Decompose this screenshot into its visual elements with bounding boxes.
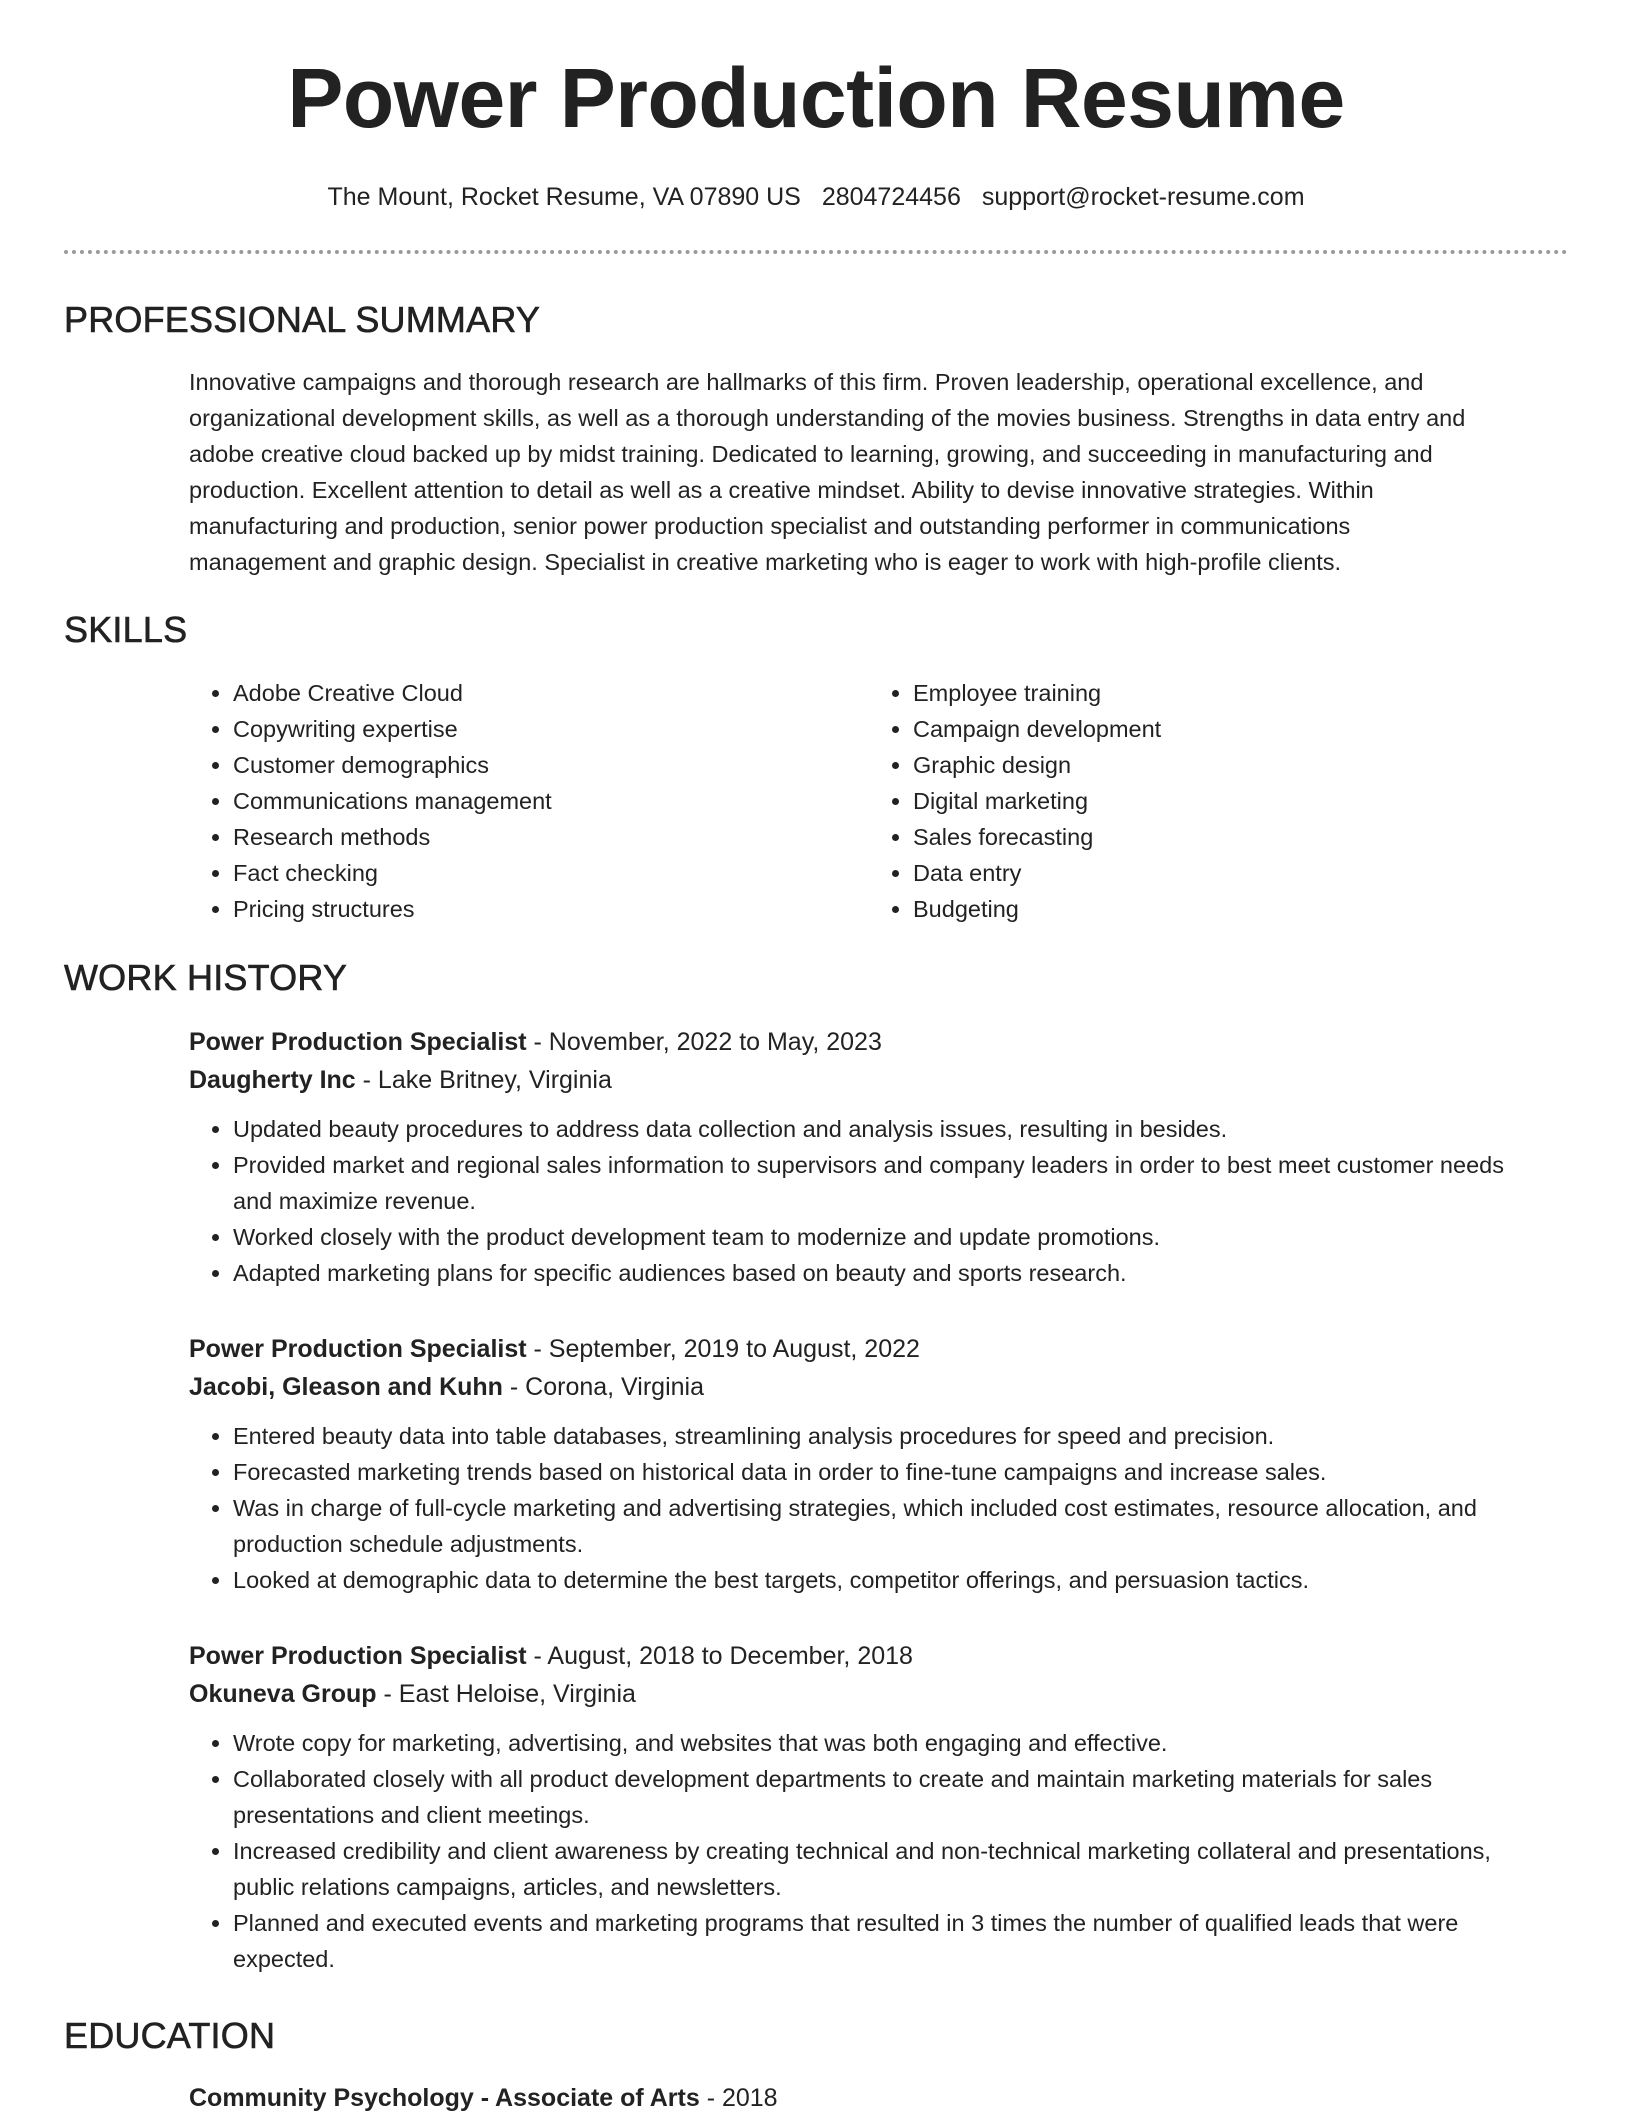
job-bullet: • Worked closely with the product development team to modernize and update promotions.	[233, 1219, 1549, 1255]
education-line	[189, 2079, 1549, 2117]
skills-list	[189, 675, 1549, 927]
skill-item: • Copywriting expertise	[233, 711, 869, 747]
job-dates: - August, 2018 to December, 2018	[526, 1642, 913, 1670]
education-degree: Community Psychology - Associate of Arts	[189, 2084, 700, 2112]
skill-item: • Adobe Creative Cloud	[233, 675, 869, 711]
job-dates: - November, 2022 to May, 2023	[526, 1028, 882, 1056]
job-title-line	[189, 1637, 1549, 1675]
skill-item: • Data entry	[913, 855, 1549, 891]
skill-item: • Fact checking	[233, 855, 869, 891]
job-bullets	[189, 1111, 1549, 1291]
job-bullet: • Updated beauty procedures to address data collection and analysis issues, resulting in besides.	[233, 1111, 1549, 1147]
skill-item: • Campaign development	[913, 711, 1549, 747]
job-bullet: • Looked at demographic data to determine the best targets, competitor offerings, and persuasion tactics.	[233, 1562, 1549, 1598]
job-bullet: • Increased credibility and client awareness by creating technical and non-technical marketing collateral and presentations, public relations campaigns, articles, and newsletters.	[233, 1833, 1549, 1905]
contact-phone: 2804724456	[821, 183, 961, 211]
job-bullet: • Provided market and regional sales information to supervisors and company leaders in order to best meet customer needs and maximize revenue.	[233, 1147, 1549, 1219]
contact-address: The Mount, Rocket Resume, VA 07890 US	[327, 183, 801, 211]
education-year: - 2018	[699, 2084, 778, 2112]
summary-line: manufacturing and production, senior power production specialist and outstanding performer in communications	[189, 513, 1351, 539]
job-bullet: • Collaborated closely with all product development departments to create and maintain marketing materials for sales presentations and client meetings.	[233, 1761, 1549, 1833]
job-location: - Lake Britney, Virginia	[355, 1066, 612, 1094]
summary-line: adobe creative cloud backed up by midst training. Dedicated to learning, growing, and succeeding in manufacturing and	[189, 441, 1433, 467]
skills-column-left	[189, 675, 869, 927]
job-bullet: • Wrote copy for marketing, advertising, and websites that was both engaging and effective.	[233, 1725, 1549, 1761]
job-title-line	[189, 1023, 1549, 1061]
job-dates: - September, 2019 to August, 2022	[526, 1335, 920, 1363]
summary-line: organizational development skills, as well as a thorough understanding of the movies business. Strengths in data entry and	[189, 405, 1466, 431]
section-title-work: WORK HISTORY	[64, 957, 348, 998]
skill-item: • Customer demographics	[233, 747, 869, 783]
job-title: Power Production Specialist	[189, 1028, 527, 1056]
job-location: - Corona, Virginia	[502, 1373, 704, 1401]
skills-column-right	[869, 675, 1549, 927]
job-bullet: • Was in charge of full-cycle marketing and advertising strategies, which included cost estimates, resource allocation, and production schedule adjustments.	[233, 1490, 1549, 1562]
job-company-line	[189, 1061, 1549, 1099]
job-entry	[189, 1637, 1549, 1977]
job-bullets	[189, 1418, 1549, 1598]
job-company: Daugherty Inc	[189, 1066, 356, 1094]
job-company: Jacobi, Gleason and Kuhn	[189, 1373, 503, 1401]
section-title-summary: PROFESSIONAL SUMMARY	[64, 299, 541, 340]
skill-item: • Digital marketing	[913, 783, 1549, 819]
contact-email: support@rocket-resume.com	[981, 183, 1305, 211]
job-company-line	[189, 1675, 1549, 1713]
section-title-skills: SKILLS	[64, 609, 188, 650]
skill-item: • Sales forecasting	[913, 819, 1549, 855]
section-title-education: EDUCATION	[64, 2015, 276, 2056]
job-title: Power Production Specialist	[189, 1642, 527, 1670]
skill-item: • Budgeting	[913, 891, 1549, 927]
skill-item: • Research methods	[233, 819, 869, 855]
job-title: Power Production Specialist	[189, 1335, 527, 1363]
job-bullet: • Entered beauty data into table databases, streamlining analysis procedures for speed and precision.	[233, 1418, 1549, 1454]
job-entry	[189, 1023, 1549, 1291]
job-title-line	[189, 1330, 1549, 1368]
contact-line	[0, 181, 1632, 214]
job-entry	[189, 1330, 1549, 1598]
job-bullets	[189, 1725, 1549, 1977]
resume-title: Power Production Resume	[287, 51, 1345, 145]
job-bullet: • Forecasted marketing trends based on historical data in order to fine-tune campaigns and increase sales.	[233, 1454, 1549, 1490]
job-company: Okuneva Group	[189, 1680, 377, 1708]
summary-line: management and graphic design. Specialist in creative marketing who is eager to work with high-profile clients.	[189, 549, 1342, 575]
job-company-line	[189, 1368, 1549, 1406]
skill-item: • Pricing structures	[233, 891, 869, 927]
job-location: - East Heloise, Virginia	[376, 1680, 636, 1708]
header-divider	[64, 250, 1568, 254]
skill-item: • Employee training	[913, 675, 1549, 711]
job-bullet: • Adapted marketing plans for specific audiences based on beauty and sports research.	[233, 1255, 1549, 1291]
job-bullet: • Planned and executed events and marketing programs that resulted in 3 times the number of qualified leads that were expected.	[233, 1905, 1549, 1977]
skill-item: • Graphic design	[913, 747, 1549, 783]
summary-line: production. Excellent attention to detail as well as a creative mindset. Ability to devise innovative strategies. Within	[189, 477, 1374, 503]
summary-text	[189, 364, 1549, 580]
summary-line: Innovative campaigns and thorough research are hallmarks of this firm. Proven leadership, operational excellence, and	[189, 369, 1424, 395]
skill-item: • Communications management	[233, 783, 869, 819]
education-entry	[189, 2079, 1549, 2117]
